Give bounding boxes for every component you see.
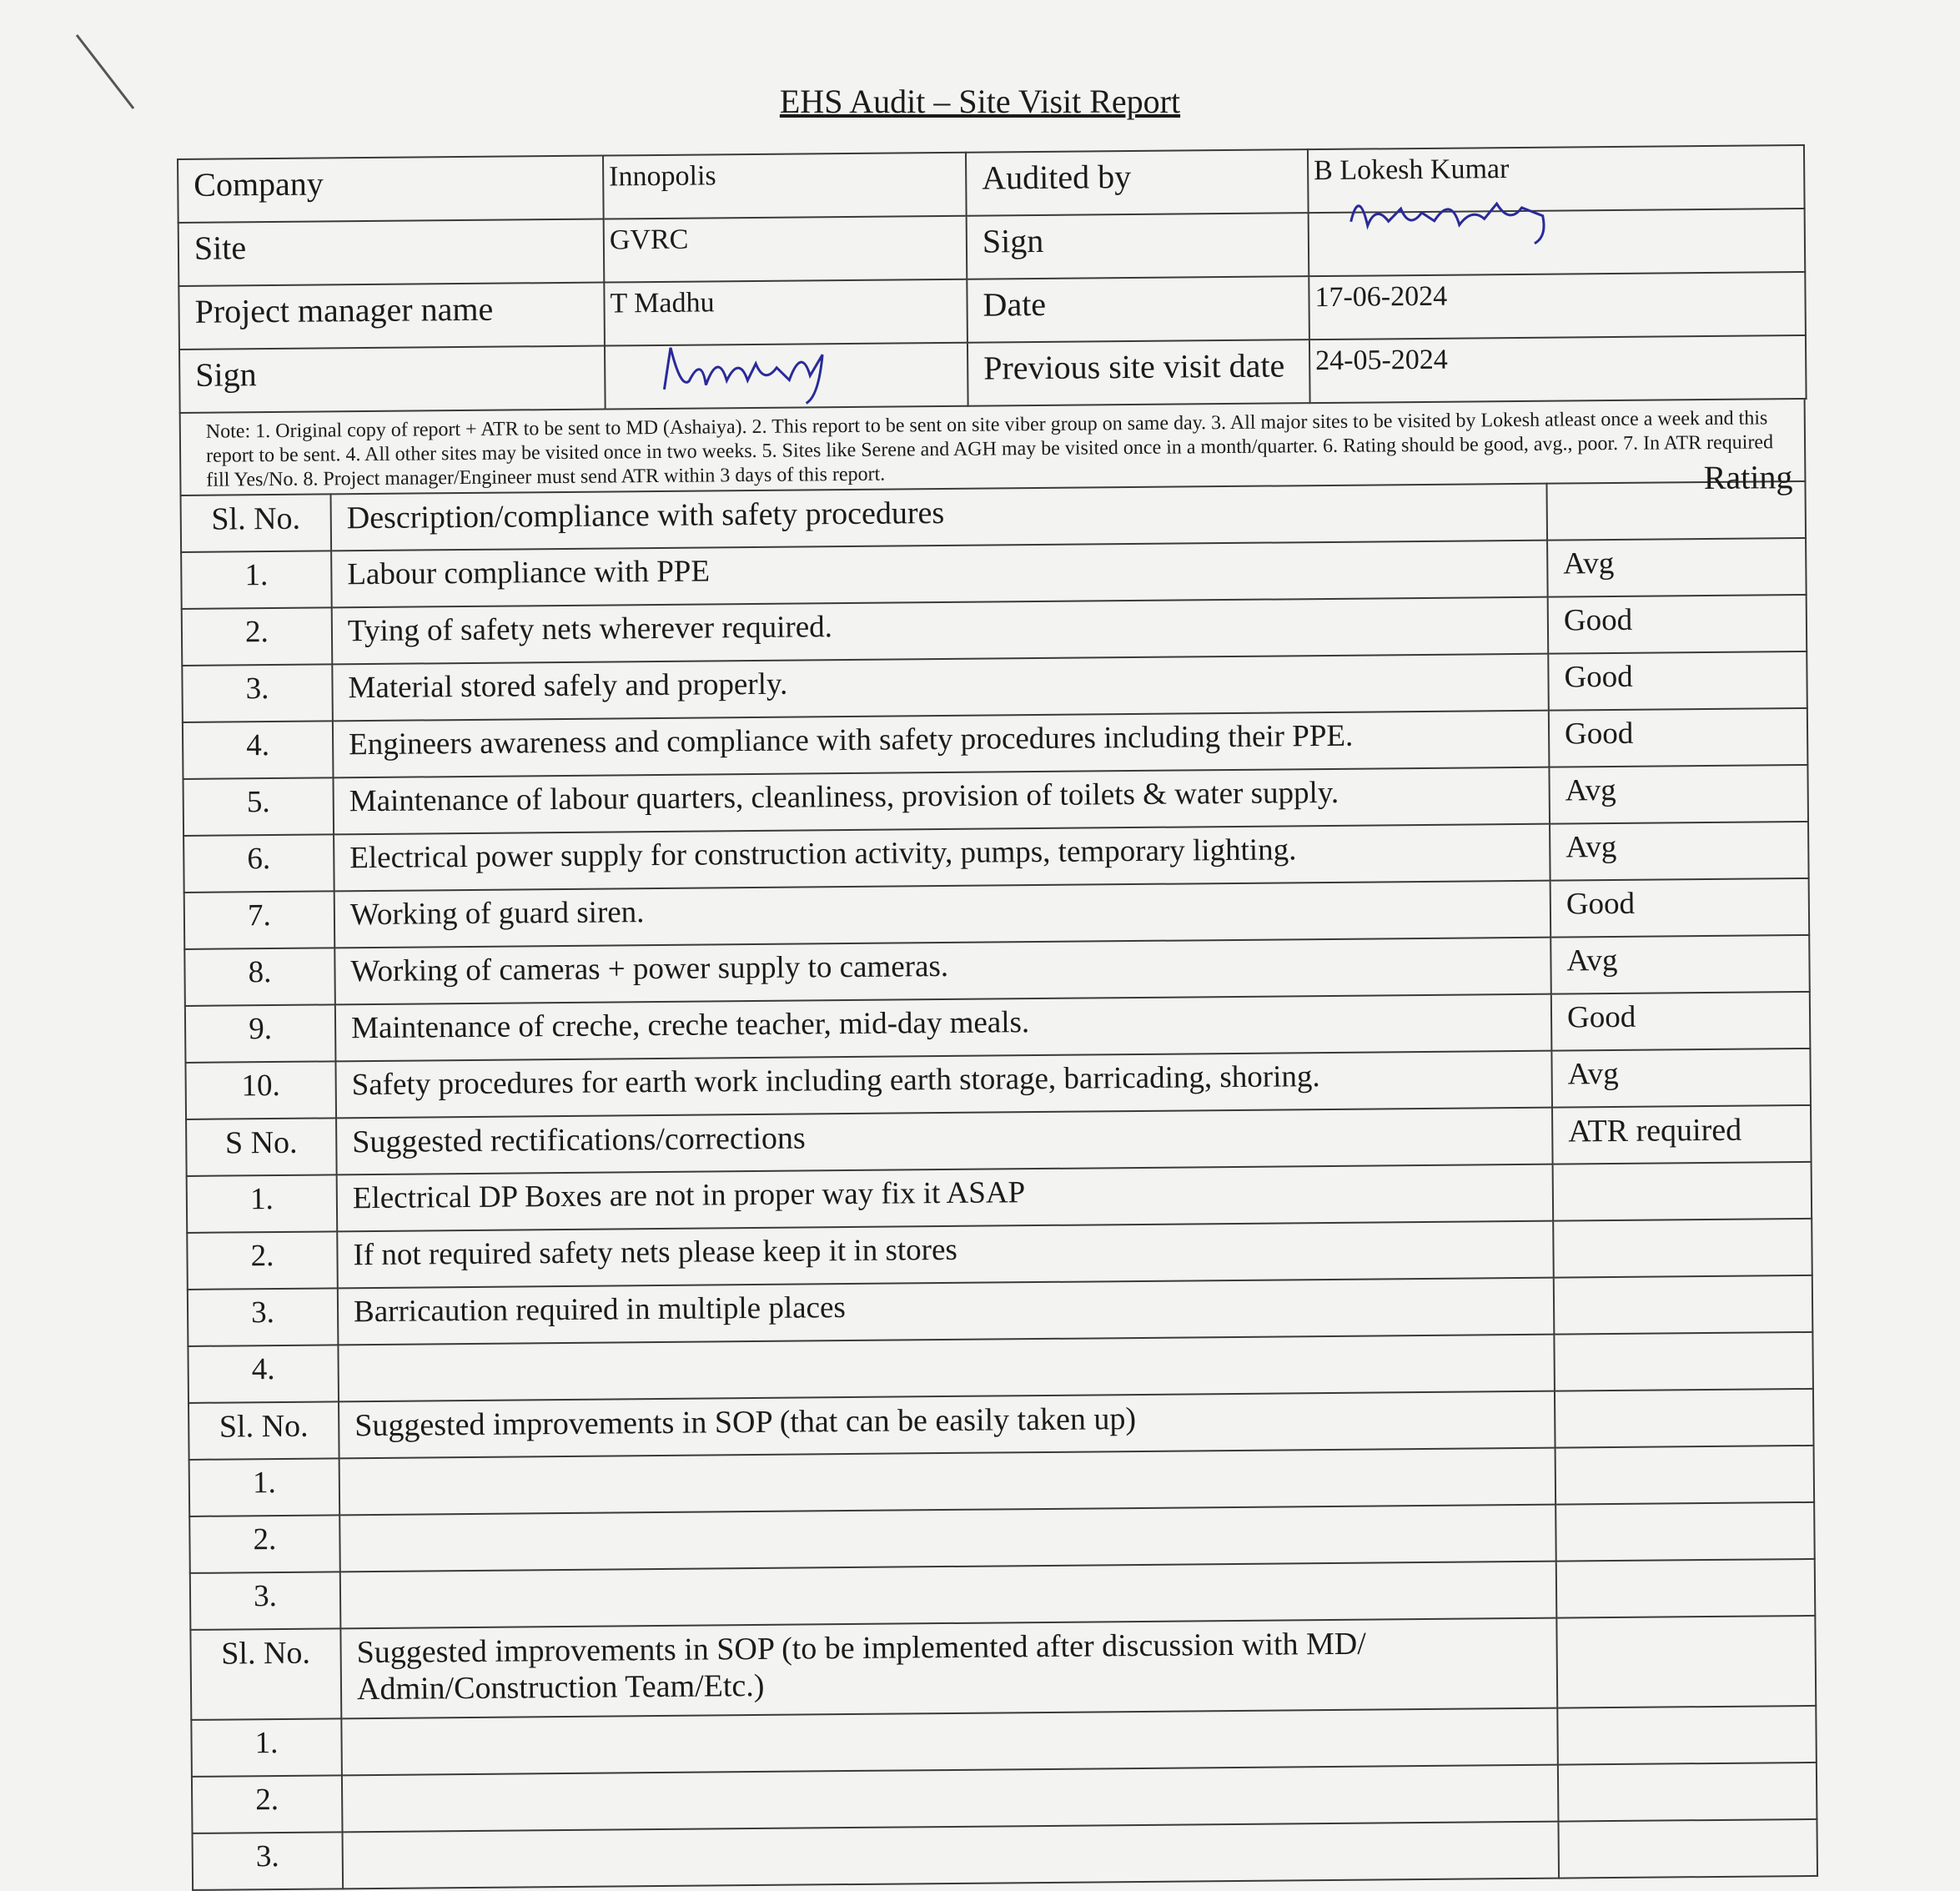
row-number: 7. (184, 891, 335, 949)
row-rating: Good (1548, 595, 1807, 654)
row-number: 3. (190, 1572, 341, 1630)
row-number: 3. (188, 1288, 339, 1346)
row-number: 2. (182, 607, 333, 666)
row-rating: Avg (1551, 1049, 1811, 1108)
audited-by-value: B Lokesh Kumar (1308, 145, 1805, 213)
audited-by-label: Audited by (966, 149, 1309, 216)
row-number: 4. (188, 1345, 339, 1403)
compliance-table (180, 480, 1819, 1891)
site-value: GVRC (604, 216, 967, 283)
row-description: Labour compliance with PPE (331, 541, 1548, 608)
auditor-sign-label: Sign (967, 213, 1309, 279)
row-blank (1558, 1763, 1817, 1822)
row-number: 1. (189, 1458, 340, 1516)
date-label: Date (967, 276, 1309, 343)
improvements-easy-spacer (1555, 1389, 1814, 1448)
rating-column-header: Rating (1703, 458, 1793, 497)
company-label: Company (178, 156, 604, 223)
row-atr (1554, 1275, 1813, 1335)
row-description (340, 1562, 1557, 1629)
row-rating: Avg (1550, 935, 1810, 994)
site-label: Site (178, 219, 605, 286)
prev-visit-label: Previous site visit date (967, 339, 1310, 406)
row-description (341, 1708, 1558, 1776)
atr-required-header: ATR required (1552, 1105, 1812, 1164)
page-title: EHS Audit – Site Visit Report (779, 83, 1181, 120)
row-description (342, 1765, 1559, 1833)
row-description: Safety procedures for earth work including earth storage, barricading, shoring. (335, 1051, 1552, 1119)
date-value: 17-06-2024 (1309, 272, 1806, 339)
improvements-easy-no-header: Sl. No. (188, 1401, 339, 1460)
row-number: 1. (187, 1174, 338, 1233)
row-number: 2. (187, 1231, 338, 1290)
improvements-discuss-desc-header: Suggested improvements in SOP (to be implemented after discussion with MD/ Admin/Construction Team/Etc.) (340, 1618, 1557, 1719)
row-number: 1. (181, 551, 332, 609)
row-number: 3. (193, 1832, 344, 1890)
row-description: If not required safety nets please keep it in stores (337, 1221, 1554, 1289)
row-number: 5. (183, 777, 334, 836)
row-blank (1557, 1706, 1817, 1765)
auditor-signature (1342, 187, 1560, 247)
pm-signature (656, 338, 857, 406)
improvements-discuss-no-header: Sl. No. (190, 1628, 341, 1720)
rectifications-no-header: S No. (186, 1118, 337, 1176)
row-description (339, 1448, 1556, 1516)
auditor-signature-cell (1309, 209, 1806, 276)
company-value: Innopolis (603, 153, 967, 219)
report-form (177, 144, 1818, 1891)
row-atr (1553, 1162, 1812, 1221)
row-number: 4. (183, 721, 334, 779)
row-description (339, 1505, 1556, 1572)
row-rating: Good (1551, 992, 1811, 1051)
row-blank (1556, 1559, 1816, 1618)
note-text-block (179, 400, 1807, 495)
row-rating: Good (1548, 651, 1807, 711)
row-rating: Avg (1549, 765, 1808, 824)
row-blank (1555, 1446, 1815, 1505)
compliance-no-header: Sl. No. (181, 494, 332, 552)
row-description (338, 1335, 1555, 1402)
row-number: 9. (185, 1004, 336, 1063)
row-description: Working of guard siren. (334, 881, 1551, 948)
row-blank (1555, 1502, 1815, 1562)
improvements-discuss-header-row (190, 1616, 1816, 1720)
pm-sign-label: Sign (179, 346, 606, 413)
row-description: Electrical power supply for construction activity, pumps, temporary lighting. (334, 824, 1550, 892)
row-number: 2. (189, 1515, 340, 1573)
row-description: Material stored safely and properly. (332, 654, 1549, 722)
rectifications-desc-header: Suggested rectifications/corrections (336, 1108, 1553, 1175)
row-rating: Avg (1550, 822, 1809, 881)
row-number: 8. (184, 948, 335, 1006)
row-blank (1558, 1819, 1817, 1878)
row-number: 3. (182, 664, 333, 722)
row-description: Tying of safety nets wherever required. (332, 597, 1549, 665)
row-number: 2. (192, 1775, 343, 1833)
header-table (177, 144, 1807, 414)
row-description: Maintenance of labour quarters, cleanliness, provision of toilets & water supply. (333, 767, 1550, 835)
pm-value: T Madhu (604, 279, 967, 346)
pm-signature-cell (605, 343, 968, 410)
row-description: Engineers awareness and compliance with safety procedures including their PPE. (333, 711, 1550, 778)
row-description: Electrical DP Boxes are not in proper way fix it ASAP (337, 1164, 1554, 1232)
compliance-desc-header: Description/compliance with safety procedures (331, 484, 1548, 551)
row-description: Barricaution required in multiple places (338, 1278, 1555, 1345)
row-number: 10. (185, 1061, 336, 1119)
row-description: Working of cameras + power supply to cameras. (334, 938, 1551, 1005)
row-number: 6. (183, 834, 334, 893)
row-number: 1. (191, 1718, 342, 1777)
row-rating: Good (1549, 708, 1808, 767)
improvements-easy-desc-header: Suggested improvements in SOP (that can be easily taken up) (339, 1391, 1555, 1459)
prev-visit-value: 24-05-2024 (1309, 335, 1807, 403)
improvements-discuss-spacer (1556, 1616, 1816, 1708)
row-atr (1554, 1332, 1813, 1391)
row-atr (1553, 1219, 1812, 1278)
row-rating: Avg (1547, 538, 1807, 597)
pm-label: Project manager name (178, 283, 605, 350)
row-description (343, 1822, 1560, 1889)
note-text: Note: 1. Original copy of report + ATR to be sent to MD (Ashaiya). 2. This report to be sent on site viber group on same day. 3. All major sites to be visited by Lokesh atleast once a week and this report to be sent. 4. All other sites may be visited once in two weeks. 5. Sites like Serene and AGH may be visited once in a month/quarter. 6. Rating should be good, avg., poor. 7. In ATR required fill Yes/No. 8. Project manager/Engineer must send ATR within 3 days of this report. (205, 407, 1774, 491)
row-rating: Good (1550, 878, 1810, 938)
row-description: Maintenance of creche, creche teacher, mid-day meals. (335, 994, 1552, 1062)
